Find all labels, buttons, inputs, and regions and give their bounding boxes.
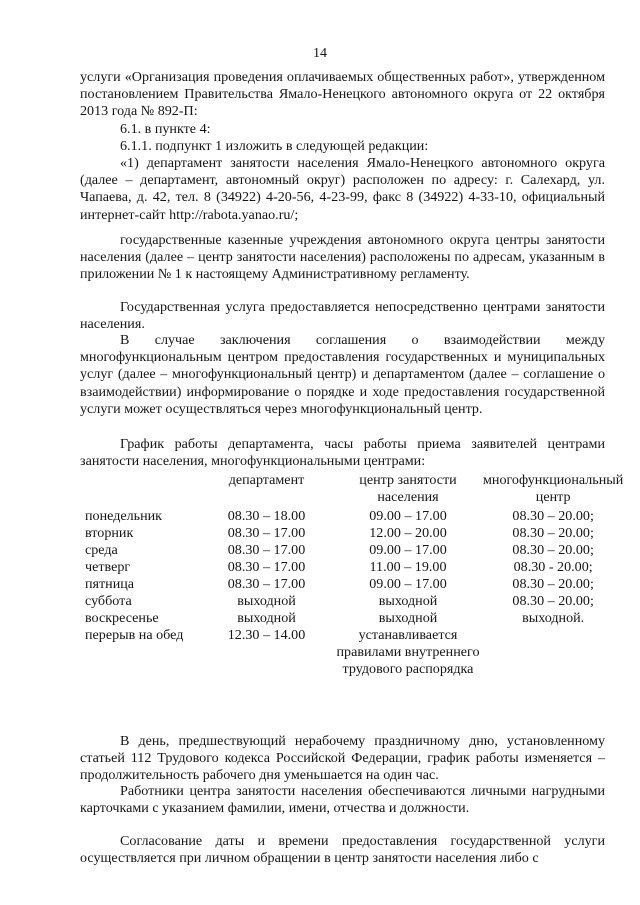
table-row <box>80 508 623 525</box>
schedule-mfc-hours: 08.30 - 20.00; <box>513 559 593 575</box>
schedule-mfc-hours: 08.30 – 20.00; <box>512 508 594 524</box>
section-holiday <box>80 733 605 785</box>
page-number: 14 <box>313 46 327 61</box>
schedule-department-hours: 08.30 – 17.00 <box>227 576 306 592</box>
paragraph-9: В день, предшествующий нерабочему праздничному дню, установленному статьей 112 Трудового кодекса Российской Федерации, график работы изменяется – продолжительность рабочего дня уменьшается на один час. <box>80 733 605 784</box>
schedule-department-hours: 08.30 – 17.00 <box>227 542 306 558</box>
schedule-day: четверг <box>85 559 131 575</box>
table-row <box>80 593 623 610</box>
schedule-header-mfc: многофункциональный центр <box>483 472 624 505</box>
schedule-center-hours: выходной <box>378 593 438 609</box>
section-service <box>80 299 605 333</box>
schedule-day: перерыв на обед <box>85 627 184 643</box>
schedule-mfc-hours: 08.30 – 20.00; <box>512 525 594 541</box>
schedule-center-hours: выходной <box>378 610 438 626</box>
paragraph-1: услуги «Организация проведения оплачиваемых общественных работ», утвержденном постановлением Правительства Ямало-Ненецкого автономного округа от 22 октября 2013 года № 892-П: <box>80 69 605 120</box>
schedule-department-hours: выходной <box>237 610 296 626</box>
schedule-department-hours: 08.30 – 17.00 <box>227 559 306 575</box>
paragraph-3: 6.1.1. подпункт 1 изложить в следующей редакции: <box>120 137 429 154</box>
table-row <box>80 542 623 559</box>
schedule-header-day <box>80 472 200 508</box>
section-centers <box>80 232 605 284</box>
schedule-department-hours: 08.30 – 18.00 <box>227 508 306 524</box>
schedule-header-row <box>80 472 623 508</box>
schedule-center-hours: 09.00 – 17.00 <box>369 542 447 558</box>
schedule-center-hours: устанавливается правилами внутреннего трудового распорядка <box>336 627 480 677</box>
schedule-day: суббота <box>85 593 132 609</box>
schedule-header-employment-center: центр занятости населения <box>359 472 457 505</box>
schedule-header-department: департамент <box>228 472 305 488</box>
schedule-mfc-hours <box>483 627 623 678</box>
paragraph-7: В случае заключения соглашения о взаимодействии между многофункциональным центром предоставления государственных и муниципальных услуг (далее – многофункциональный центр) и департаментом (далее – соглашение о взаимодействии) информирование о порядке и ходе предоставления государственной услуги может осуществляться через многофункциональный центр. <box>80 332 605 417</box>
table-row <box>80 610 623 627</box>
schedule-day: воскресенье <box>85 610 159 626</box>
section-schedule-intro <box>80 436 605 470</box>
section-badges <box>80 783 605 817</box>
schedule-day: понедельник <box>85 508 163 524</box>
table-row <box>80 576 623 593</box>
schedule-center-hours: 12.00 – 20.00 <box>369 525 447 541</box>
paragraph-11: Согласование даты и времени предоставления государственной услуги осуществляется при личном обращении в центр занятости населения либо с <box>80 833 605 867</box>
paragraph-8: График работы департамента, часы работы приема заявителей центрами занятости населения, многофункциональными центрами: <box>80 436 605 470</box>
schedule-center-hours: 09.00 – 17.00 <box>369 576 447 592</box>
section-agreement <box>80 332 605 418</box>
schedule-mfc-hours: выходной. <box>522 610 585 626</box>
table-row <box>80 525 623 542</box>
section-appointment <box>80 833 605 867</box>
paragraph-10: Работники центра занятости населения обеспечиваются личными нагрудными карточками с указанием фамилии, имени, отчества и должности. <box>80 783 605 817</box>
schedule-day: пятница <box>85 576 135 592</box>
schedule-center-hours: 09.00 – 17.00 <box>369 508 447 524</box>
schedule-center-hours: 11.00 – 19.00 <box>369 559 447 575</box>
schedule-department-hours: выходной <box>237 593 296 609</box>
table-row <box>80 559 623 576</box>
schedule-table <box>80 472 623 678</box>
paragraph-5: государственные казенные учреждения автономного округа центры занятости населения (далее – центр занятости населения) расположены по адресам, указанным в приложении № 1 к настоящему Административному регламенту. <box>80 232 605 283</box>
schedule-mfc-hours: 08.30 – 20.00; <box>512 542 594 558</box>
schedule-mfc-hours: 08.30 – 20.00; <box>512 593 594 609</box>
paragraph-2: 6.1. в пункте 4: <box>120 120 211 137</box>
paragraph-6: Государственная услуга предоставляется непосредственно центрами занятости населения. <box>80 299 605 333</box>
schedule-day: среда <box>85 542 118 558</box>
schedule-day: вторник <box>85 525 134 541</box>
paragraph-4: «1) департамент занятости населения Ямало-Ненецкого автономного округа (далее – департамент, автономный округ) расположен по адресу: г. Салехард, ул. Чапаева, д. 42, тел. 8 (34922) 4-20-56, 4-23-99, факс 8 (34922) 4-33-10, официальный интернет-сайт http://rabota.yanao.ru/; <box>80 155 605 223</box>
section-top <box>80 69 605 224</box>
schedule-department-hours: 08.30 – 17.00 <box>227 525 306 541</box>
schedule-department-hours: 12.30 – 14.00 <box>227 627 306 643</box>
table-row <box>80 627 623 678</box>
schedule-mfc-hours: 08.30 – 20.00; <box>512 576 594 592</box>
